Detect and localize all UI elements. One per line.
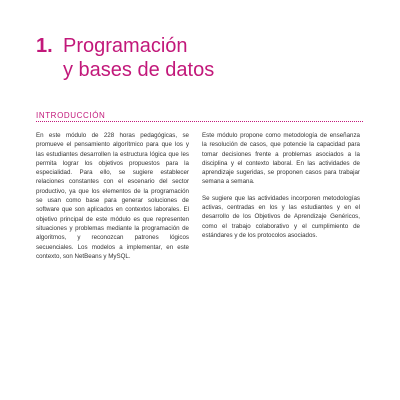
section-heading: INTRODUCCIÓN bbox=[36, 111, 106, 120]
chapter-number: 1. bbox=[36, 35, 53, 57]
section-divider bbox=[36, 121, 363, 122]
activities-paragraph: Se sugiere que las actividades incorporen metodologías activas, centradas en los y las estudiantes y en el desarrollo de los Objetivos de Aprendizaje Genéricos, como el trabajo colaborativo y el cumplimiento de estándares y de los protocolos asociados. bbox=[202, 194, 360, 239]
chapter-title-line-1: Programación bbox=[63, 35, 188, 57]
chapter-title bbox=[63, 34, 214, 82]
page-title bbox=[36, 34, 366, 82]
left-column bbox=[36, 131, 189, 268]
methodology-paragraph: Este módulo propone como metodología de enseñanza la resolución de casos, que potencie la capacidad para tomar decisiones frente a problemas asociados a la disciplina y el contexto laboral. En las actividades de aprendizaje sugeridas, se proponen casos para trabajar semana a semana. bbox=[202, 132, 360, 186]
chapter-title-line-2: y bases de datos bbox=[63, 59, 215, 81]
intro-paragraph: En este módulo de 228 horas pedagógicas, se promueve el pensamiento algorítmico para que los y las estudiantes desarrollen la estructura lógica que les permita lograr los objetivos propuestos para la especialidad. Para ello, se sugiere establecer relaciones constantes con el escenario del sector productivo, ya que los elementos de la programación se usan como base para generar soluciones de software que son aplicados en contextos laborales. El objetivo principal de este módulo es que representen situaciones y problemas mediante la programación de algoritmos, y reconozcan patrones lógicos secuenciales. Los modelos a implementar, en este contexto, son NetBeans y MySQL. bbox=[36, 132, 189, 260]
right-column bbox=[202, 131, 360, 247]
